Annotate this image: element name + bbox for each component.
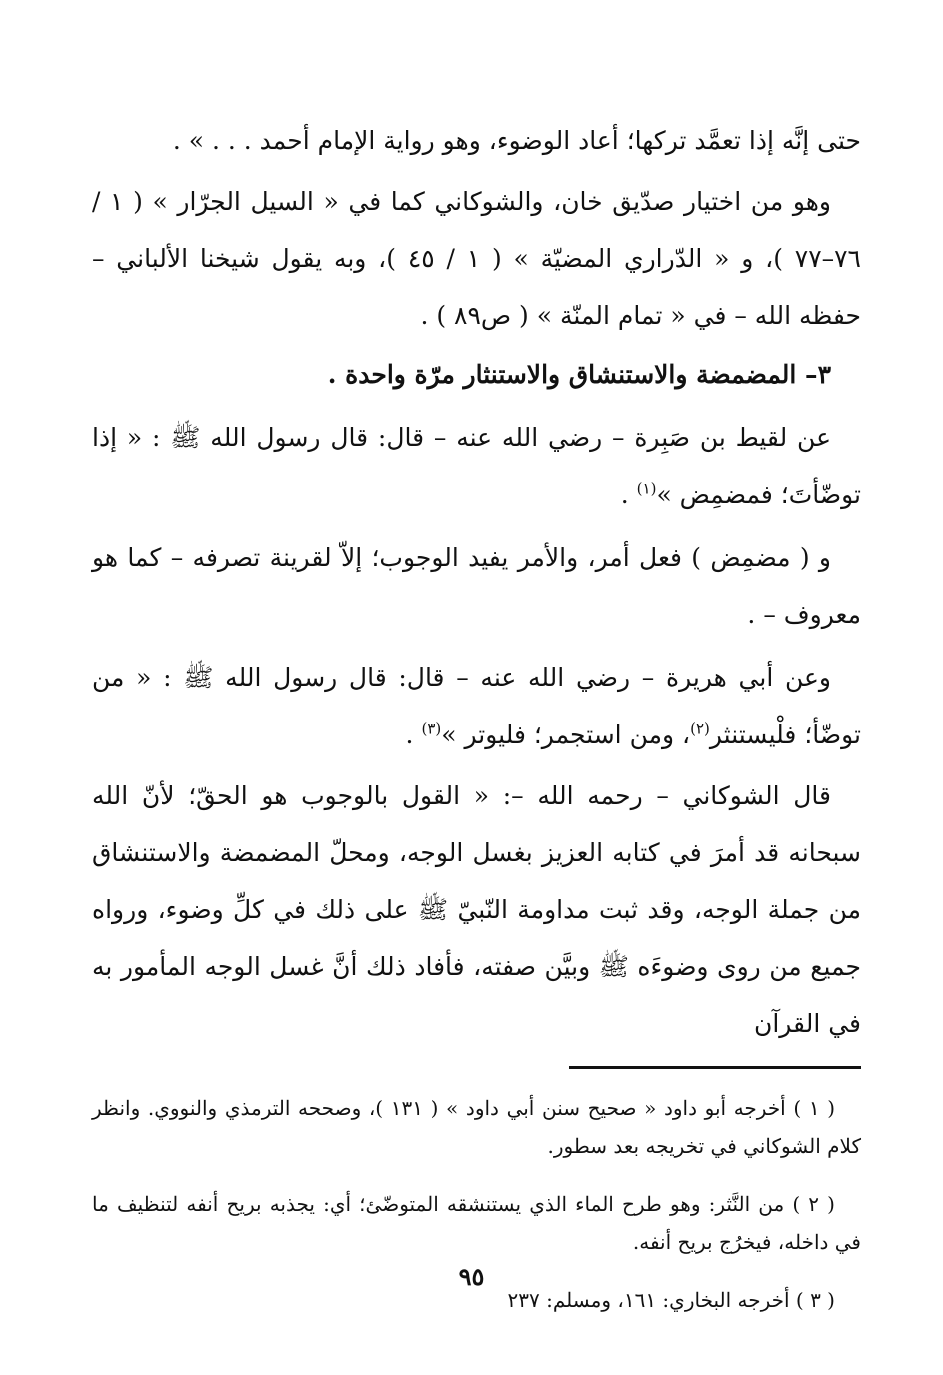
paragraph-command: و ( مضمِض ) فعل أمر، والأمر يفيد الوجوب؛ إلاّ لقرينة تصرفه – كما هو معروف – . — [92, 543, 861, 629]
section-heading: ٣– المضمضة والاستنشاق والاستنثار مرّة واحدة . — [327, 360, 831, 389]
hadith-text-b: ، ومن استجمر؛ فليوتر » — [441, 720, 691, 749]
hadith-text-a: وعن أبي هريرة – رضي الله عنه – قال: قال رسول الله ﷺ : « من توضّأ؛ فلْيستنثر — [92, 663, 861, 749]
page-number: ٩٥ — [458, 1262, 485, 1291]
footnote-ref-1[interactable]: (١) — [636, 479, 657, 498]
footnote-ref-2[interactable]: (٢) — [690, 719, 710, 738]
paragraph-opinion: وهو من اختيار صدّيق خان، والشوكاني كما في « السيل الجرّار » ( ١ / ٧٦–٧٧ )، و « الدّراري المضيّة » ( ١ / ٤٥ )، وبه يقول شيخنا الألباني – حفظه الله – في « تمام المنّة » ( ص٨٩ ) . — [92, 187, 861, 330]
paragraph-end: . — [620, 480, 637, 509]
paragraph-hadith-abu-hurayra — [92, 649, 861, 763]
footnote-1: ( ١ ) أخرجه أبو داود « صحيح سنن أبي داود » ( ١٣١ )، وصححه الترمذي والنووي. وانظر كلام الشوكاني في تخريجه بعد سطور. — [92, 1096, 861, 1158]
paragraph-shawkani-quote: قال الشوكاني – رحمه الله –: « القول بالوجوب هو الحقّ؛ لأنّ الله سبحانه قد أمرَ في كتابه العزيز بغسل الوجه، ومحلّ المضمضة والاستنشاق من جملة الوجه، وقد ثبت مداومة النّبيّ ﷺ على ذلك في كلِّ وضوء، ورواه جميع من روى وضوءَه ﷺ وبيَّن صفته، فأفاد ذلك أنَّ غسل الوجه المأمور به في القرآن — [92, 781, 861, 1038]
footnote-divider — [569, 1066, 861, 1069]
footnote-ref-3[interactable]: (٣) — [421, 719, 442, 738]
page-content — [92, 112, 861, 1315]
paragraph-continuation: حتى إنَّه إذا تعمَّد تركها؛ أعاد الوضوء، وهو رواية الإمام أحمد . . . » . — [172, 126, 861, 155]
paragraph-hadith-laqit — [92, 409, 861, 523]
footnote-3: ( ٣ ) أخرجه البخاري: ١٦١، ومسلم: ٢٣٧ — [507, 1288, 835, 1312]
hadith-text: عن لقيط بن صَبِرة – رضي الله عنه – قال: قال رسول الله ﷺ : « إذا توضّأتَ؛ فمضمِض » — [92, 423, 861, 509]
paragraph-end: . — [405, 720, 422, 749]
footnote-2: ( ٢ ) من النَّثر: وهو طرح الماء الذي يستنشقه المتوضّئ؛ أي: يجذبه بريح أنفه لتنظيف ما في داخله، فيخرُج بريح أنفه. — [92, 1192, 861, 1254]
